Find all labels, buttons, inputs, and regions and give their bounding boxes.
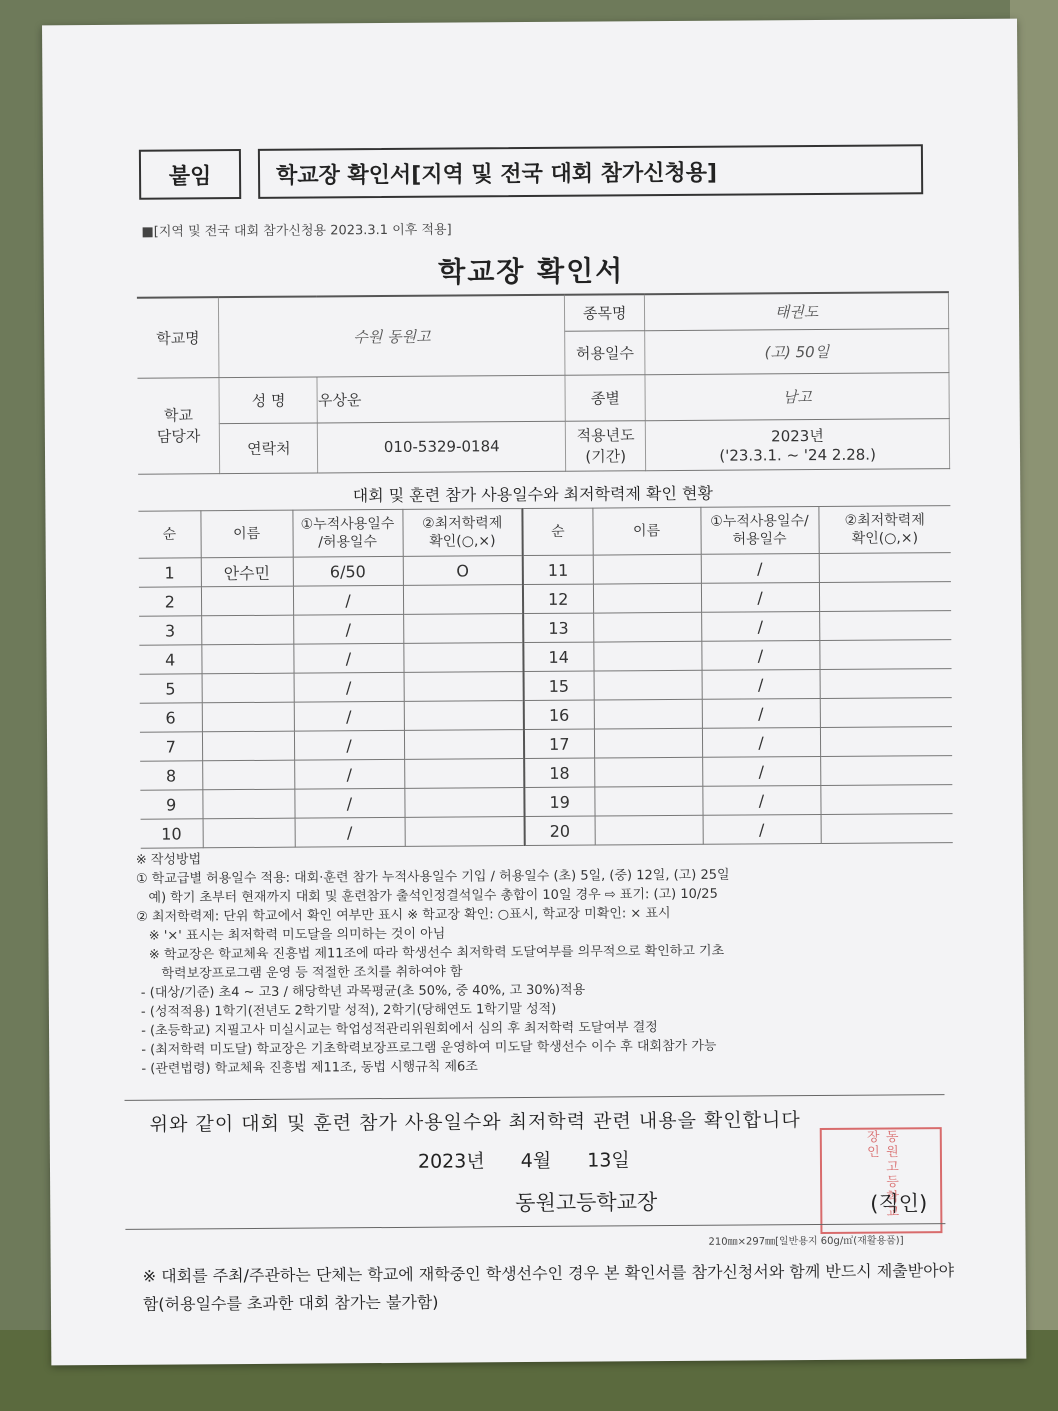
info-table (137, 291, 950, 474)
row-no-right: 18 (524, 758, 594, 787)
instruction-line: 학력보장프로그램 운영 등 적절한 조치를 취하여야 함 (136, 964, 463, 982)
year-value-line2: ('23.3.1. ~ '24 2.28.) (719, 445, 876, 465)
row-days: / (294, 788, 404, 818)
row-confirm-right (820, 727, 952, 757)
manager-label-line1: 학교 (163, 406, 194, 425)
athlete-table (138, 505, 952, 849)
row-confirm-right (819, 640, 951, 670)
col-no-right: 순 (522, 508, 592, 555)
col-no: 순 (138, 511, 200, 558)
row-no: 5 (140, 674, 202, 703)
row-confirm-right (820, 698, 952, 728)
official-seal-stamp: 동원고등학교장인 (820, 1127, 943, 1234)
school-value: 수원 동원고 (219, 295, 565, 377)
row-name (203, 818, 295, 848)
row-days: / (293, 585, 403, 615)
row-confirm (404, 788, 524, 818)
days-label: 허용일수 (565, 330, 645, 375)
name-label: 성 명 (219, 376, 317, 423)
col-days-right (700, 506, 818, 554)
row-days: / (294, 701, 404, 731)
footer-note: ※ 대회를 주최/주관하는 단체는 학교에 재학중인 학생선수인 경우 본 확인서를 참가신청서와 함께 반드시 제출받아야 함(허용일수를 초과한 대회 참가는 불가함) (142, 1261, 955, 1314)
row-days-right: / (701, 640, 819, 670)
instruction-line: ※ 학교장은 학교체육 진흥법 제11조에 따라 학생선수 최저학력 도달여부를 의무적으로 확인하고 기초 (136, 943, 725, 963)
instruction-line: - (대상/기준) 초4 ~ 고3 / 해당학년 과목평균(초 50%, 중 40%, 고 30%)적용 (136, 982, 586, 1001)
row-days-right: / (702, 727, 820, 757)
row-confirm: O (403, 556, 523, 586)
sport-value: 태권도 (645, 292, 949, 330)
col-days-line2: /허용일수 (318, 534, 378, 551)
instructions (136, 845, 968, 1079)
row-no: 2 (139, 587, 201, 616)
confirmation-statement: 위와 같이 대회 및 훈련 참가 사용일수와 최저학력 관련 내용을 확인합니다 (149, 1109, 801, 1136)
row-name-right (593, 641, 701, 671)
row-days-right: / (702, 756, 820, 786)
row-days: / (294, 672, 404, 702)
row-no-right: 11 (523, 555, 593, 584)
form-heading: 학교장 확인서[지역 및 전국 대회 참가신청용] (258, 144, 923, 199)
year-label (565, 420, 645, 471)
contact-value: 010-5329-0184 (318, 421, 566, 473)
instruction-line: 예) 학기 초부터 현재까지 대회 및 훈련참가 출석인정결석일수 총합이 10일 경우 ⇨ 표기: (고) 10/25 (136, 886, 718, 906)
col-days-right-line2: 허용일수 (732, 531, 787, 548)
row-confirm-right (819, 611, 951, 641)
row-name (201, 615, 293, 645)
row-days-right: / (702, 698, 820, 728)
row-no-right: 20 (525, 816, 595, 845)
applicability-note: ■[지역 및 전국 대회 참가신청용 2023.3.1 이후 적용] (141, 222, 452, 240)
col-days-right-line1: ①누적사용일수/ (710, 513, 809, 530)
table-header-row (138, 506, 950, 559)
row-days: / (294, 759, 404, 789)
sport-label: 종목명 (565, 294, 645, 331)
contact-label: 연락처 (220, 422, 318, 473)
year-value (645, 418, 949, 470)
row-name-right (594, 786, 702, 816)
instruction-line: - (초등학교) 지필고사 미실시교는 학업성적관리위원회에서 심의 후 최저학력 도달여부 결정 (136, 1020, 658, 1039)
row-no-right: 14 (523, 642, 593, 671)
row-no-right: 13 (523, 613, 593, 642)
gender-label: 종별 (565, 374, 645, 421)
row-name-right (595, 815, 703, 845)
row-confirm (403, 614, 523, 644)
row-days: 6/50 (293, 556, 403, 586)
row-name-right (594, 699, 702, 729)
row-days-right: / (701, 582, 819, 612)
row-name (202, 702, 294, 732)
col-confirm (402, 509, 522, 557)
row-confirm (403, 643, 523, 673)
gender-value: 남고 (645, 372, 949, 420)
col-confirm-right-line1: ②최저학력제 (844, 512, 925, 529)
row-no: 1 (139, 558, 201, 587)
row-confirm (404, 701, 524, 731)
divider-top (125, 1094, 945, 1101)
year-value-line1: 2023년 (771, 426, 824, 445)
row-confirm (404, 730, 524, 760)
attachment-tag: 붙임 (139, 149, 241, 200)
seal-label: (직인) (870, 1191, 928, 1216)
col-confirm-line2: 확인(○,×) (429, 533, 496, 550)
col-days (292, 509, 402, 557)
row-confirm (404, 759, 524, 789)
name-value: 우상운 (317, 375, 565, 423)
row-confirm-right (819, 553, 951, 583)
instruction-line: ① 학교급별 허용일수 적용: 대회·훈련 참가 누적사용일수 기입 / 허용일수 (초) 5일, (중) 12일, (고) 25일 (135, 867, 730, 887)
col-name: 이름 (200, 510, 292, 558)
instruction-line: ※ '×' 표시는 최저학력 미도달을 의미하는 것이 아님 (136, 926, 446, 944)
col-confirm-line1: ②최저학력제 (422, 515, 503, 532)
table-row (141, 814, 953, 849)
row-no: 9 (140, 790, 202, 819)
date-day: 13일 (587, 1149, 630, 1172)
row-confirm-right (819, 582, 951, 612)
row-confirm-right (820, 756, 952, 786)
row-no: 10 (141, 819, 203, 848)
instruction-line: - (관련법령) 학교체육 진흥법 제11조, 동법 시행규칙 제6조 (137, 1059, 478, 1077)
manager-label (137, 377, 220, 474)
col-name-right: 이름 (592, 507, 700, 555)
row-confirm (405, 817, 525, 847)
row-confirm-right (820, 785, 952, 815)
date-year: 2023년 (417, 1150, 485, 1173)
row-name-right (594, 670, 702, 700)
row-confirm-right (820, 669, 952, 699)
row-name-right (593, 554, 701, 584)
days-value: (고) 50일 (645, 328, 949, 374)
row-no: 3 (139, 616, 201, 645)
row-name (202, 789, 294, 819)
row-name (202, 673, 294, 703)
year-label-line1: 적용년도 (576, 426, 635, 445)
row-no-right: 19 (524, 787, 594, 816)
row-no: 6 (140, 703, 202, 732)
row-days-right: / (702, 785, 820, 815)
instruction-line: ※ 작성방법 (135, 852, 202, 868)
row-days: / (293, 614, 403, 644)
row-name (202, 731, 294, 761)
section-title: 대회 및 훈련 참가 사용일수와 최저학력제 확인 현황 (352, 483, 713, 506)
row-name (201, 644, 293, 674)
row-days: / (294, 730, 404, 760)
row-no: 8 (140, 761, 202, 790)
row-days-right: / (701, 553, 819, 583)
row-confirm-right (821, 814, 953, 844)
row-days-right: / (702, 669, 820, 699)
row-no-right: 12 (523, 584, 593, 613)
row-no-right: 15 (524, 671, 594, 700)
row-name: 안수민 (201, 557, 293, 587)
row-confirm (404, 672, 524, 702)
row-name (201, 586, 293, 616)
issue-date (418, 1145, 660, 1174)
row-confirm (403, 585, 523, 615)
row-no: 4 (139, 645, 201, 674)
row-days-right: / (703, 814, 821, 844)
signer-title: 동원고등학교장 (515, 1190, 658, 1216)
row-days: / (293, 643, 403, 673)
row-days: / (295, 817, 405, 847)
date-month: 4월 (520, 1149, 552, 1173)
row-name (202, 760, 294, 790)
col-days-line1: ①누적사용일수 (300, 515, 395, 533)
document-page (42, 19, 1026, 1366)
row-days-right: / (701, 611, 819, 641)
row-name-right (594, 757, 702, 787)
year-label-line2: (기간) (585, 447, 627, 466)
row-name-right (593, 612, 701, 642)
col-confirm-right-line2: 확인(○,×) (851, 530, 919, 547)
row-name-right (593, 583, 701, 613)
school-label: 학교명 (137, 297, 219, 378)
instruction-line: - (성적적용) 1학기(전년도 2학기말 성적), 2학기(당해연도 1학기말 성적) (136, 1001, 557, 1020)
manager-label-line2: 담당자 (156, 427, 201, 446)
paper-spec: 210㎜×297㎜[일반용지 60g/㎡(재활용품)] (708, 1235, 904, 1248)
instruction-line: - (최저학력 미도달) 학교장은 기초학력보장프로그램 운영하여 미도달 학생선수 이수 후 대회참가 가능 (137, 1038, 717, 1058)
row-no-right: 16 (524, 700, 594, 729)
instruction-line: ② 최저학력제: 단위 학교에서 확인 여부만 표시 ※ 학교장 확인: ○표시, 학교장 미확인: × 표시 (136, 906, 671, 925)
col-confirm-right (818, 506, 950, 554)
row-no-right: 17 (524, 729, 594, 758)
row-no: 7 (140, 732, 202, 761)
row-name-right (594, 728, 702, 758)
page-title: 학교장 확인서 (438, 254, 625, 289)
